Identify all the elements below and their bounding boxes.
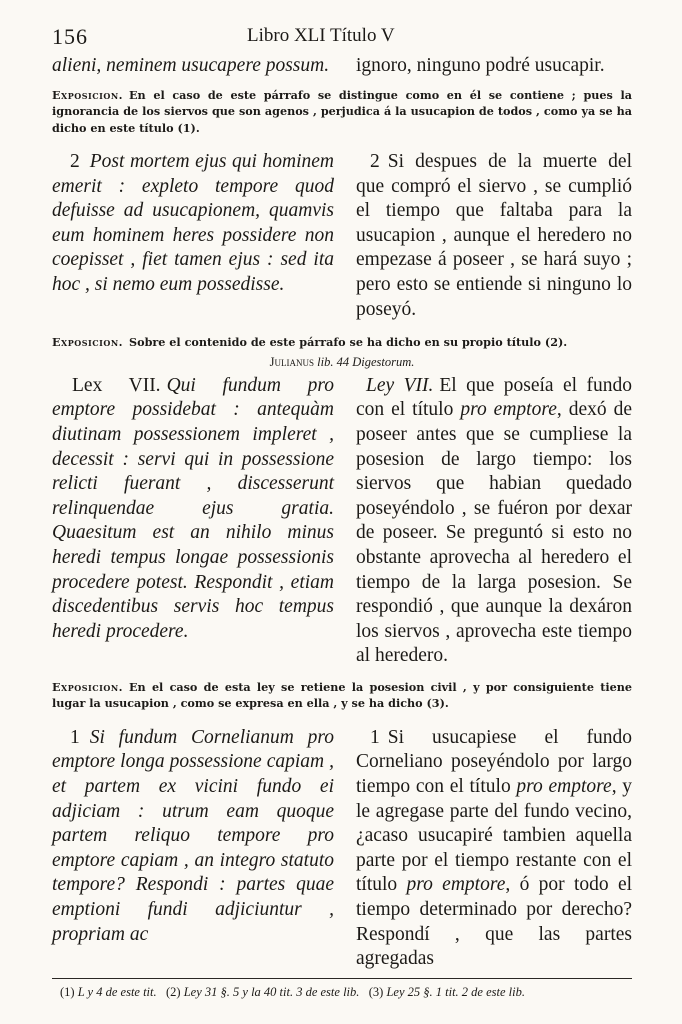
footnotes — [52, 983, 632, 1001]
exposition-label: Exposicion. — [52, 87, 124, 102]
attribution-author: Julianus — [269, 354, 314, 369]
exposition-label: Exposicion. — [52, 679, 124, 694]
paragraph-pair-3 — [52, 374, 632, 669]
spanish-text-3: Ley VII. El que poseía el fundo con el título pro emptore, dexó de poseer antes que se cumpliese la posesion de largo tiempo: los siervos que habian quedado poseyéndolo , se fuéron por dexar de poseer. Se preguntó si esto no obstante aprovecha al heredero el tiempo de la larga posesion. Se respondió , que aunque la dexáron los siervos , aprovecha este tiempo al heredero. — [356, 374, 633, 667]
exposition-2 — [52, 334, 632, 351]
paragraph-number: 1 — [370, 726, 380, 748]
exposition-text: En el caso de este párrafo se distingue como en él se contiene ; pues la ignorancia de los siervos que son agenos , perjudica á la usucapion de todos , como ya se ha dicho en este título (1). — [52, 87, 632, 135]
footnote-2-mark: (2) — [166, 984, 181, 999]
page-header — [52, 22, 632, 52]
running-title: Libro XLI Título V — [247, 25, 395, 46]
latin-text-2: 2 Post mortem ejus qui hominem emerit : expleto tempore quod defuisse ad usucapionem, quamvis eum hominem heres possidere non coepisset , fiet tamen ejus : sed ita hoc , si nemo eum possedisse. — [52, 151, 334, 296]
footnote-2-text: Ley 31 §. 5 y la 40 tit. 3 de este lib. — [183, 984, 360, 999]
page — [52, 22, 632, 1001]
spanish-text-4: 1 Si usucapiese el fundo Corneliano poseyéndolo por largo tiempo con el título pro emptore, y le agregase parte del fundo vecino, ¿acaso usucapiré tambien aquella parte por el tiempo restante con el título pro emptore, ó por todo el tiempo determinado por derecho? Respondí , que las partes agregadas — [356, 726, 633, 970]
spanish-text-1: ignoro, ninguno podré usucapir. — [356, 55, 605, 76]
latin-text-1: alieni, neminem usucapere possum. — [52, 55, 330, 76]
law-heading: Ley VII. — [366, 374, 434, 396]
attribution-lib: lib. — [317, 354, 334, 369]
exposition-1 — [52, 87, 632, 137]
attribution — [52, 355, 632, 370]
page-number: 156 — [52, 24, 88, 49]
paragraph-pair-2 — [52, 150, 632, 322]
law-heading: Lex VII. — [72, 374, 161, 396]
paragraph-pair-4 — [52, 726, 632, 972]
footnote-divider — [52, 978, 632, 979]
exposition-text: En el caso de esta ley se retiene la posesion civil , y por consiguiente tiene lugar la usucapion , como se expresa en ella , y se ha dicho (3). — [52, 679, 632, 711]
exposition-3 — [52, 679, 632, 712]
latin-text-4: 1 Si fundum Cornelianum pro emptore longa possessione capiam , et partem ex vicini fundo ei adjiciam : utrum eam quoque partem reliquo tempore pro emptore capiam , an integro statuto tempore? Respondi : partes quae emptioni fundi adjiciuntur , propriam ac — [52, 726, 334, 945]
exposition-text: Sobre el contenido de este párrafo se ha dicho en su propio título (2). — [129, 335, 568, 350]
paragraph-number: 1 — [70, 726, 80, 748]
footnote-3-mark: (3) — [368, 984, 384, 999]
paragraph-number: 2 — [70, 151, 80, 173]
exposition-label: Exposicion. — [52, 335, 124, 350]
footnote-1-mark: (1) — [60, 984, 75, 999]
footnote-3-text: Ley 25 §. 1 tit. 2 de este lib. — [386, 984, 525, 999]
footnote-1-text: L y 4 de este tit. — [77, 984, 157, 999]
spanish-text-2: 2 Si despues de la muerte del que compró el siervo , se cumplió el tiempo que faltaba para la usucapion , aunque el heredero no empezase á poseer , se hará suyo ; pero esto se entiende si ninguno lo poseyó. — [356, 151, 632, 320]
paragraph-number: 2 — [370, 151, 380, 173]
latin-text-3: Lex VII. Qui fundum pro emptore possidebat : antequàm diutinam possessionem impleret , decessit : servi qui in possessione relicti fuerant , discesserunt relinquendae ejus gratia. Quaesitum est an nihilo minus heredi tempus longae possessionis procedere potest. Respondit , etiam discedentibus servis hoc tempus heredi procedere. — [52, 374, 334, 642]
paragraph-pair-1 — [52, 54, 632, 79]
attribution-rest: 44 Digestorum. — [336, 354, 415, 369]
